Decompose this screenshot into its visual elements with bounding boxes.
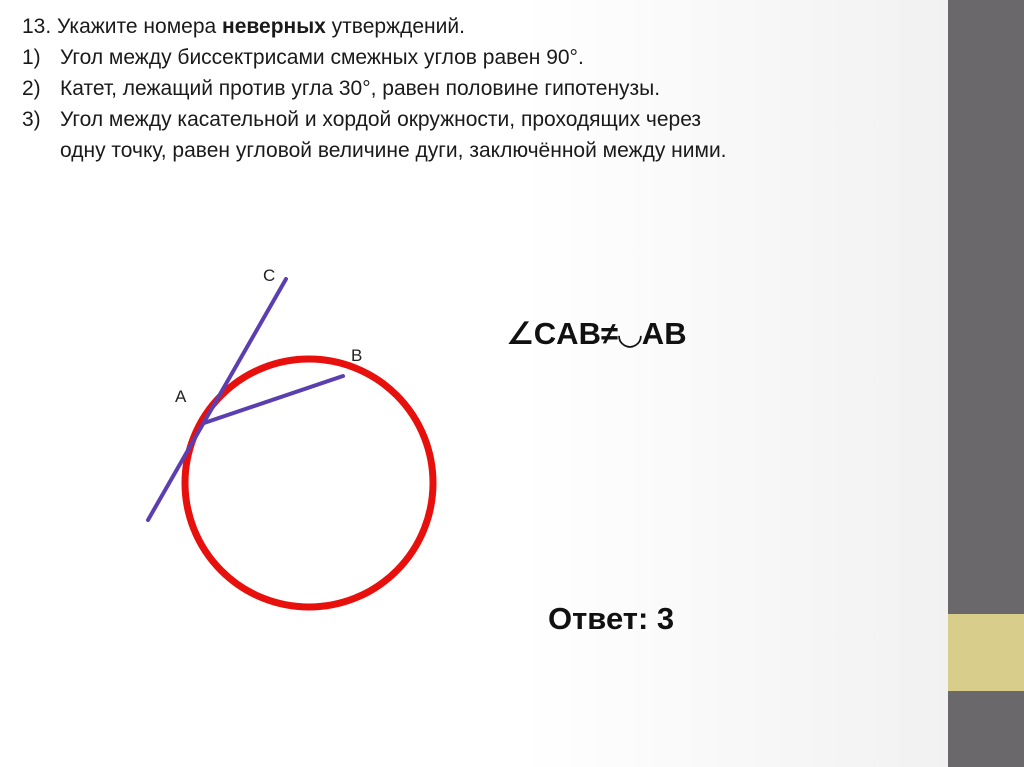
question-suffix: утверждений. [325,15,465,38]
question-prefix: 13. Укажите номера [22,15,223,38]
statement-number: 1) [22,46,41,69]
statement-number: 2) [22,77,41,100]
angle-arc-formula: ∠CAB≠◡AB [506,316,687,351]
point-label-b: B [351,346,363,365]
answer-text: Ответ: 3 [548,601,675,636]
statement-text: Угол между касательной и хордой окружности, проходящих через [60,108,702,131]
decorative-sidebar [948,0,1024,767]
statement-number: 3) [22,108,41,131]
point-label-c: C [263,266,276,285]
tangent-line-ac [148,279,286,520]
question-emphasis: неверных [222,15,326,38]
statement-text: Угол между биссектрисами смежных углов равен 90°. [60,46,584,69]
point-label-a: A [175,387,187,406]
circle [185,359,433,607]
statement-3-continued: одну точку, равен угловой величине дуги, заключённой между ними. [60,139,727,162]
statement-text: Катет, лежащий против угла 30°, равен половине гипотенузы. [60,77,661,100]
sidebar-accent-block [948,614,1024,691]
